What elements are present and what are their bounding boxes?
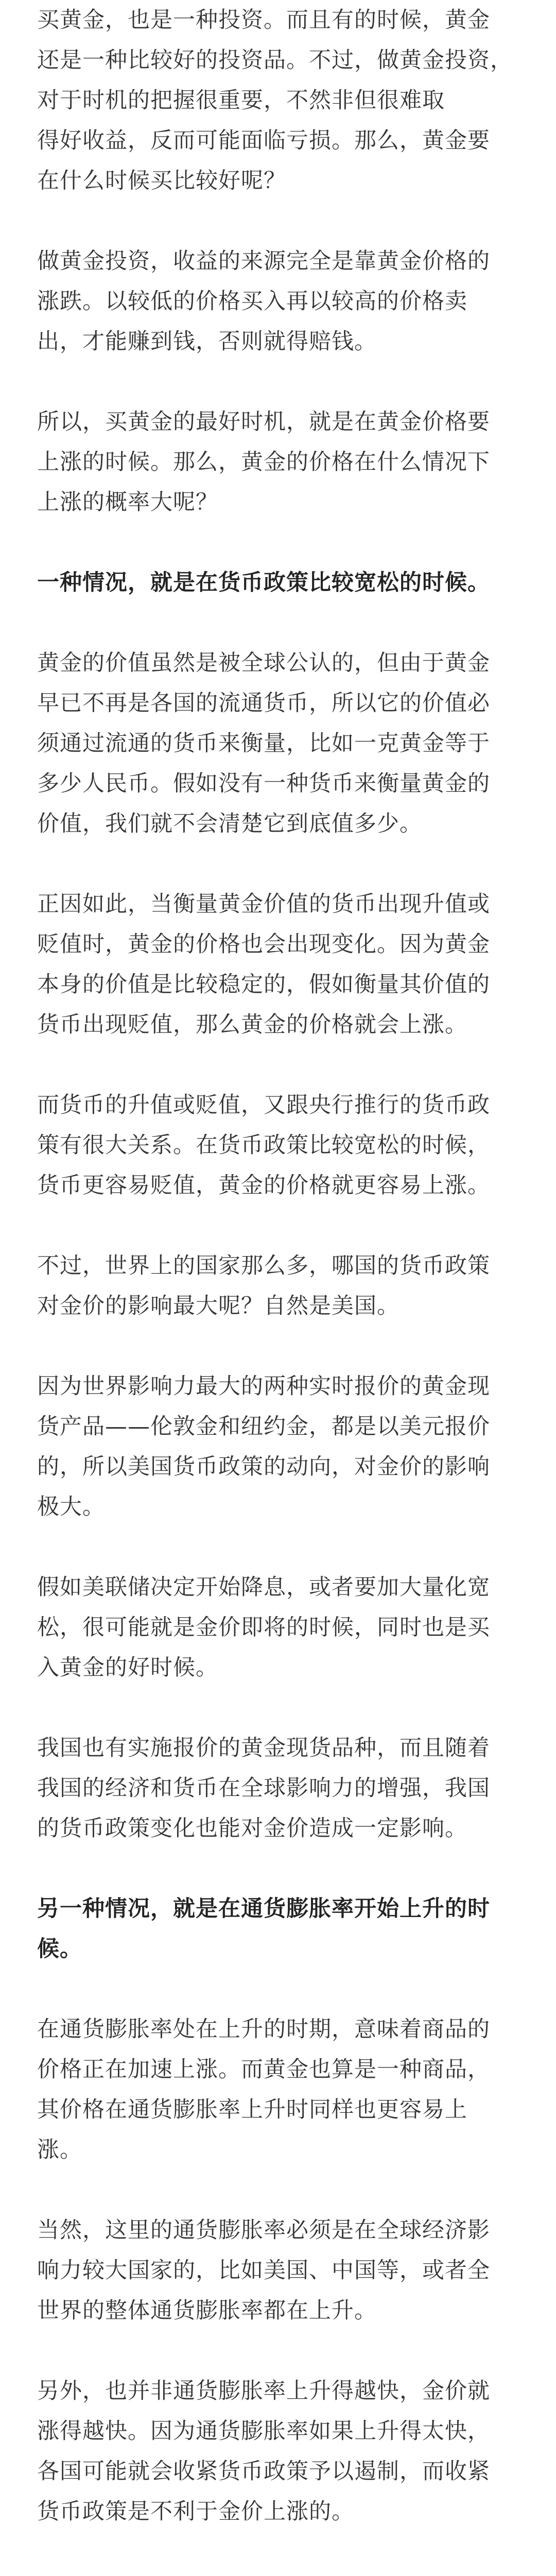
paragraph: 另外，也并非通货膨胀率上升得越快，金价就 涨得越快。因为通货膨胀率如果上升得太快， 各国可能就会收紧货币政策予以遏制，而收紧 货币政策是不利于金价上涨的。 xyxy=(37,2378,490,2524)
section-heading: 一种情况，就是在货币政策比较宽松的时候。 xyxy=(37,570,490,596)
paragraph-gap xyxy=(37,1527,519,1567)
paragraph-gap xyxy=(37,2532,519,2572)
section-heading xyxy=(37,2572,519,2576)
paragraph: 正因如此，当衡量黄金价值的货币出现升值或 贬值时，黄金的价格也会出现变化。因为黄金 本身的价值是比较稳定的，假如衡量其价值的 货币出现贬值，那么黄金的价格就会上涨。 xyxy=(37,891,490,1038)
article-body xyxy=(37,0,519,2576)
paragraph: 当然，这里的通货膨胀率必须是在全球经济影 响力较大国家的，比如美国、中国等，或者全 世界的整体通货膨胀率都在上升。 xyxy=(37,2217,490,2324)
paragraph: 不过，世界上的国家那么多，哪国的货币政策 对金价的影响最大呢？自然是美国。 xyxy=(37,1253,490,1319)
paragraph-gap xyxy=(37,201,519,241)
paragraph-gap xyxy=(37,1326,519,1366)
paragraph-gap xyxy=(37,2331,519,2371)
paragraph-gap xyxy=(37,1849,519,1889)
paragraph-gap xyxy=(37,1045,519,1085)
paragraph-gap xyxy=(37,1969,519,2009)
paragraph: 所以，买黄金的最好时机，就是在黄金价格要 上涨的时候。那么，黄金的价格在什么情况下 上涨的概率大呢？ xyxy=(37,409,490,515)
paragraph-gap xyxy=(37,844,519,884)
paragraph: 而货币的升值或贬值，又跟央行推行的货币政 策有很大关系。在货币政策比较宽松的时候， 货币更容易贬值，黄金的价格就更容易上涨。 xyxy=(37,1092,490,1198)
paragraph-gap xyxy=(37,362,519,402)
paragraph: 因为世界影响力最大的两种实时报价的黄金现 货产品——伦敦金和纽约金，都是以美元报价 的，所以美国货币政策的动向，对金价的影响 极大。 xyxy=(37,1374,490,1520)
paragraph-gap xyxy=(37,522,519,563)
paragraph: 假如美联储决定开始降息，或者要加大量化宽 松，很可能就是金价即将的时候，同时也是买 入黄金的好时候。 xyxy=(37,1574,490,1681)
paragraph-gap xyxy=(37,2170,519,2210)
paragraph: 黄金的价值虽然是被全球公认的，但由于黄金 早已不再是各国的流通货币，所以它的价值必 须通过流通的货币来衡量，比如一克黄金等于 多少人民币。假如没有一种货币来衡量黄金的 价值，我们就不会清楚它到底值多少。 xyxy=(37,650,490,837)
paragraph-gap xyxy=(37,1206,519,1246)
paragraph: 买黄金，也是一种投资。而且有的时候，黄金 还是一种比较好的投资品。不过，做黄金投资， 对于时机的把握很重要，不然非但很难取 得好收益，反而可能面临亏损。那么，黄金要 在什么时候买比较好呢？ xyxy=(37,7,513,194)
paragraph: 在通货膨胀率处在上升的时期，意味着商品的 价格正在加速上涨。而黄金也算是一种商品， 其价格在通货膨胀率上升时同样也更容易上 涨。 xyxy=(37,2016,490,2163)
section-heading: 另一种情况，就是在通货膨胀率开始上升的时 候。 xyxy=(37,1896,490,1962)
paragraph-gap xyxy=(37,603,519,643)
paragraph-gap xyxy=(37,1688,519,1728)
paragraph: 做黄金投资，收益的来源完全是靠黄金价格的 涨跌。以较低的价格买入再以较高的价格卖 出，才能赚到钱，否则就得赔钱。 xyxy=(37,248,490,354)
paragraph: 我国也有实施报价的黄金现货品种，而且随着 我国的经济和货币在全球影响力的增强，我国 的货币政策变化也能对金价造成一定影响。 xyxy=(37,1735,490,1841)
